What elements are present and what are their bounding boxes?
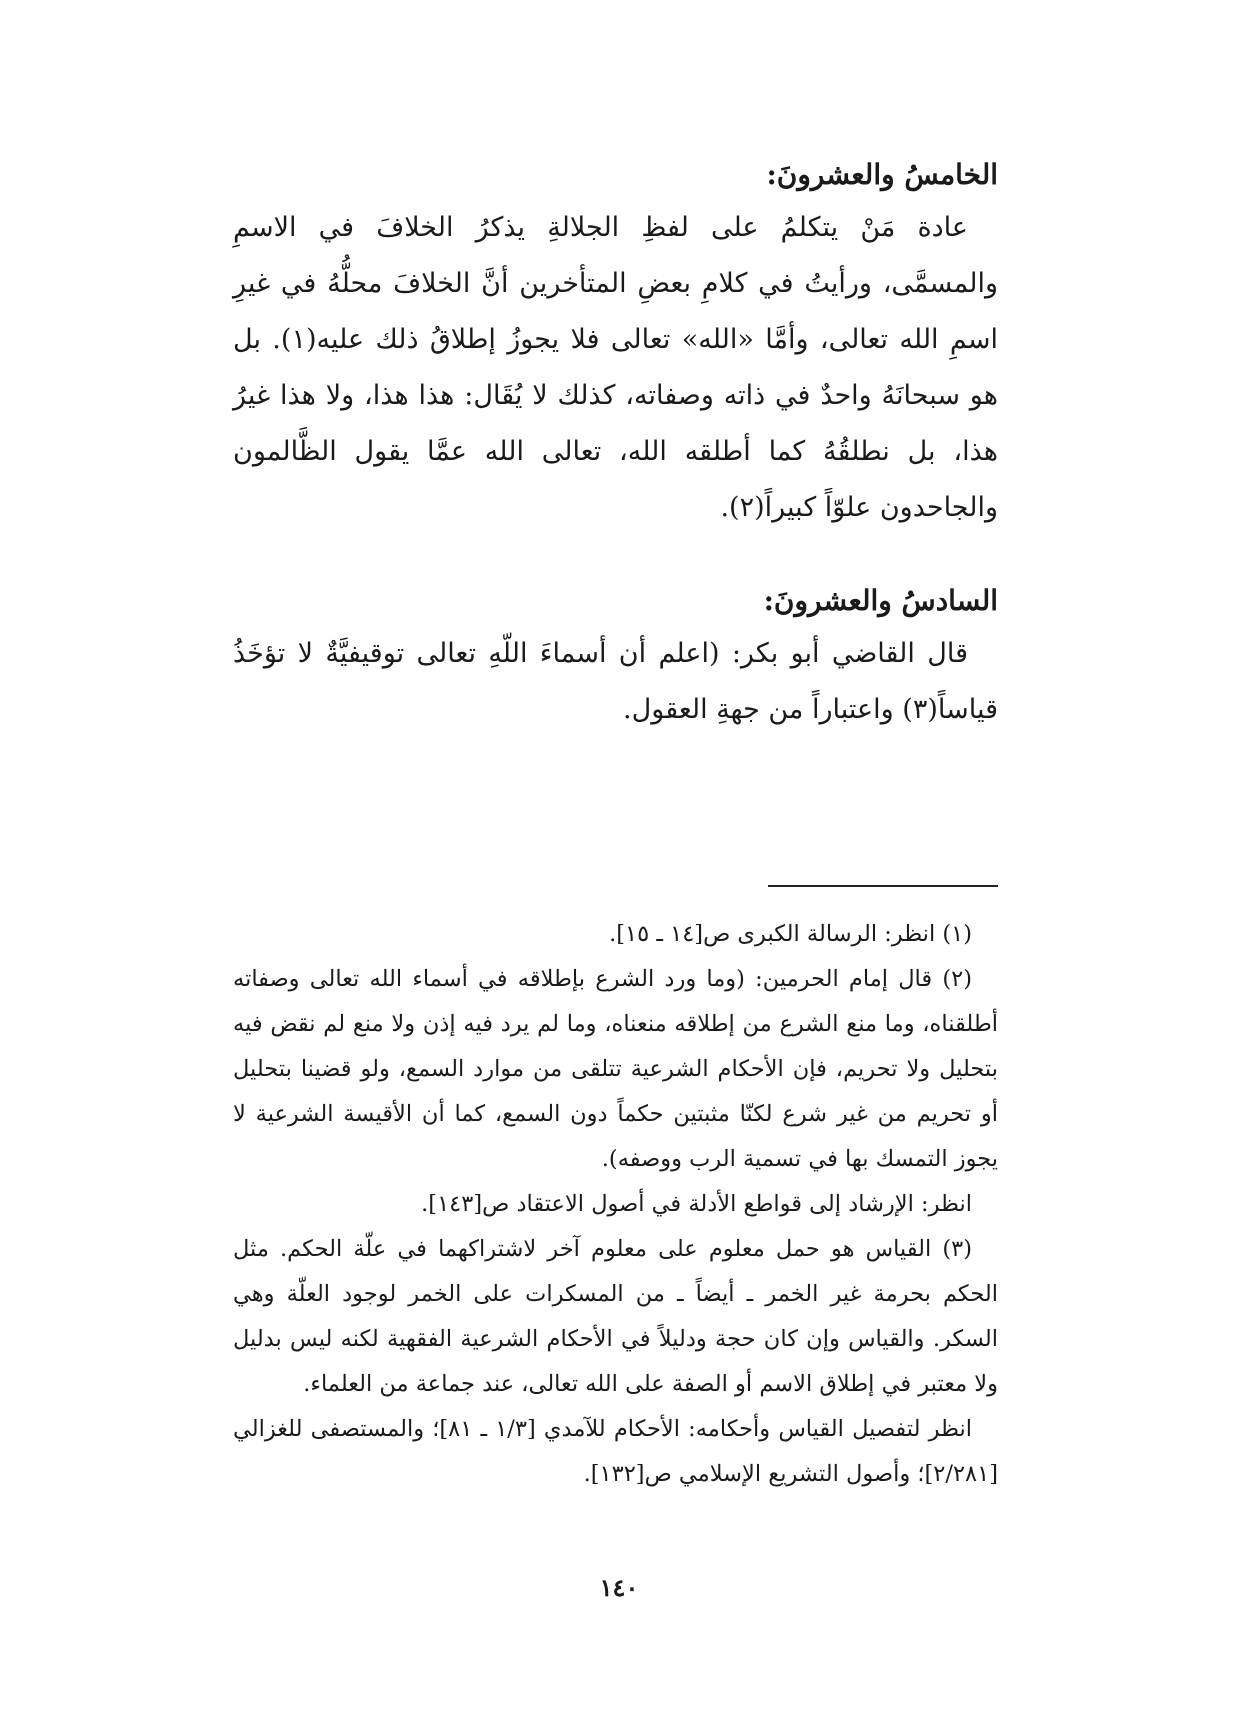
footnote-3: (٣) القياس هو حمل معلوم على معلوم آخر لاشتراكهما في علّة الحكم. مثل الحكم بحرمة غير الخمر ـ أيضاً ـ من المسكرات على الخمر لوجود العلّة وهي السكر. والقياس وإن كان حجة ودليلاً في الأحكام الشرعية الفقهية لكنه ليس بدليل ولا معتبر في إطلاق الاسم أو الصفة على الله تعالى، عند جماعة من العلماء. (233, 1236, 998, 1397)
footnote-1: (١) انظر: الرسالة الكبرى ص[١٤ ـ ١٥]. (609, 921, 972, 947)
main-text (233, 150, 998, 738)
page-number: ١٤٠ (599, 1573, 639, 1602)
footnote-3-reference: انظر لتفصيل القياس وأحكامه: الأحكام للآمدي [١/٣ ـ ٨١]؛ والمستصفى للغزالي [٢/٢٨١]؛ وأصول التشريع الإسلامي ص[١٣٢]. (233, 1416, 998, 1487)
footnotes (233, 912, 998, 1497)
footnote-2-reference: انظر: الإرشاد إلى قواطع الأدلة في أصول الاعتقاد ص[١٤٣]. (421, 1191, 972, 1217)
footnote-divider (768, 885, 998, 887)
section-26 (233, 576, 998, 738)
section-paragraph: قال القاضي أبو بكر: (اعلم أن أسماءَ اللّهِ تعالى توقيفيَّةٌ لا تؤخَذُ قياساً(٣) واعتباراً من جهةِ العقول. (233, 638, 998, 725)
section-paragraph: عادة مَنْ يتكلمُ على لفظِ الجلالةِ يذكرُ الخلافَ في الاسمِ والمسمَّى، ورأيتُ في كلامِ بعضِ المتأخرين أنَّ الخلافَ محلُّهُ في غيرِ اسمِ الله تعالى، وأمَّا «الله» تعالى فلا يجوزُ إطلاقُ ذلك عليه(١). بل هو سبحانَهُ واحدٌ في ذاته وصفاته، كذلك لا يُقَال: هذا هذا، ولا هذا غيرُ هذا، بل نطلقُهُ كما أطلقه الله، تعالى الله عمَّا يقول الظَّالمون والجاحدون علوّاً كبيراً(٢). (233, 212, 998, 523)
section-heading: الخامسُ والعشرونَ: (766, 158, 998, 191)
footnote-2: (٢) قال إمام الحرمين: (وما ورد الشرع بإطلاقه في أسماء الله تعالى وصفاته أطلقناه، وما منع الشرع من إطلاقه منعناه، وما لم يرد فيه إذن ولا منع لم نقض فيه بتحليل ولا تحريم، فإن الأحكام الشرعية تتلقى من موارد السمع، ولو قضينا بتحليل أو تحريم من غير شرع لكنّا مثبتين حكماً دون السمع، كما أن الأقيسة الشرعية لا يجوز التمسك بها في تسمية الرب ووصفه). (233, 966, 998, 1172)
section-heading: السادسُ والعشرونَ: (763, 584, 998, 617)
section-25 (233, 150, 998, 536)
